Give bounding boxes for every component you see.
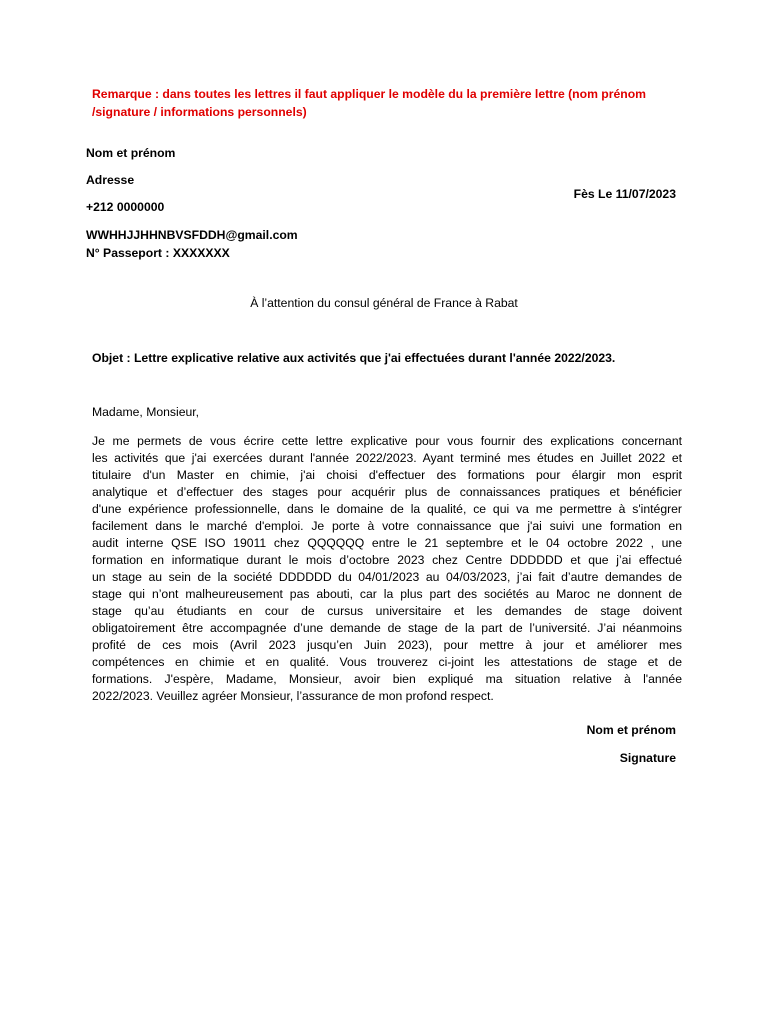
- body-line: obligatoirement être accompagnée d’une demande de stage de la part de l’université. J’ai néanmoins: [92, 621, 682, 635]
- recipient-line: À l’attention du consul général de France à Rabat: [250, 296, 518, 310]
- body-line: Je me permets de vous écrire cette lettre explicative pour vous fournir des explications concernant: [92, 434, 682, 448]
- body-line: les activités que j'ai exercées durant l'année 2022/2023. Ayant terminé mes études en Juillet 2022 et: [92, 451, 682, 465]
- remark-note: Remarque : dans toutes les lettres il faut appliquer le modèle du la première lettre (nom prénom /signature / informations personnels): [92, 87, 646, 119]
- salutation: Madame, Monsieur,: [92, 405, 200, 419]
- body-line: titulaire d'un Master en chimie, j'ai choisi d'effectuer des formations pour élargir mon esprit: [92, 468, 682, 482]
- place-date: Fès Le 11/07/2023: [573, 187, 676, 201]
- body-line: profité de ces mois (Avril 2023 jusqu’en Juin 2023), pour mettre à jour et améliorer mes: [92, 638, 682, 652]
- body-line: d'une expérience professionnelle, dans le domaine de la qualité, ce qui va me permettre à s'intégrer: [92, 502, 682, 516]
- subject-line: Objet : Lettre explicative relative aux activités que j'ai effectuées durant l'année 2022/2023.: [92, 351, 616, 365]
- body-line: facilement dans le marché d'emploi. Je porte à votre connaissance que j'ai suivi une formation en: [92, 519, 682, 533]
- sender-name: Nom et prénom: [86, 146, 176, 160]
- sender-phone: +212 0000000: [86, 200, 165, 214]
- body-line: stage qu’au étudiants en cour de cursus universitaire et les demandes de stage doivent: [92, 604, 682, 618]
- body-line: un stage au sein de la société DDDDDD du 04/01/2023 au 04/03/2023, j’ai fait d’autre demandes de: [92, 570, 682, 584]
- body-line: 2022/2023. Veuillez agréer Monsieur, l’assurance de mon profond respect.: [92, 689, 494, 703]
- body-line: formations. J'espère, Madame, Monsieur, avoir bien expliqué ma situation relative à l'année: [92, 672, 682, 686]
- closing-name: Nom et prénom: [586, 723, 676, 737]
- letter-body: [92, 433, 682, 705]
- body-line: analytique et d’effectuer des stages pour acquérir plus de connaissances pratiques et bénéficier: [92, 485, 682, 499]
- body-line: audit interne QSE ISO 19011 chez QQQQQQ entre le 21 septembre et le 04 octobre 2022 , une: [92, 536, 682, 550]
- body-line: formation en informatique durant le mois d’octobre 2023 chez Centre DDDDDD et que j’ai effectué: [92, 553, 682, 567]
- body-line: stage qui n’ont malheureusement pas abouti, car la plus part des sociétés au Maroc ne donnent de: [92, 587, 682, 601]
- sender-passport: N° Passeport : XXXXXXX: [86, 246, 230, 260]
- body-line: compétences en chimie et en qualité. Vous trouverez ci-joint les attestations de stage et de: [92, 655, 682, 669]
- closing-signature: Signature: [619, 751, 676, 765]
- sender-address: Adresse: [86, 173, 135, 187]
- sender-email: WWHHJJHHNBVSFDDH@gmail.com: [86, 228, 298, 242]
